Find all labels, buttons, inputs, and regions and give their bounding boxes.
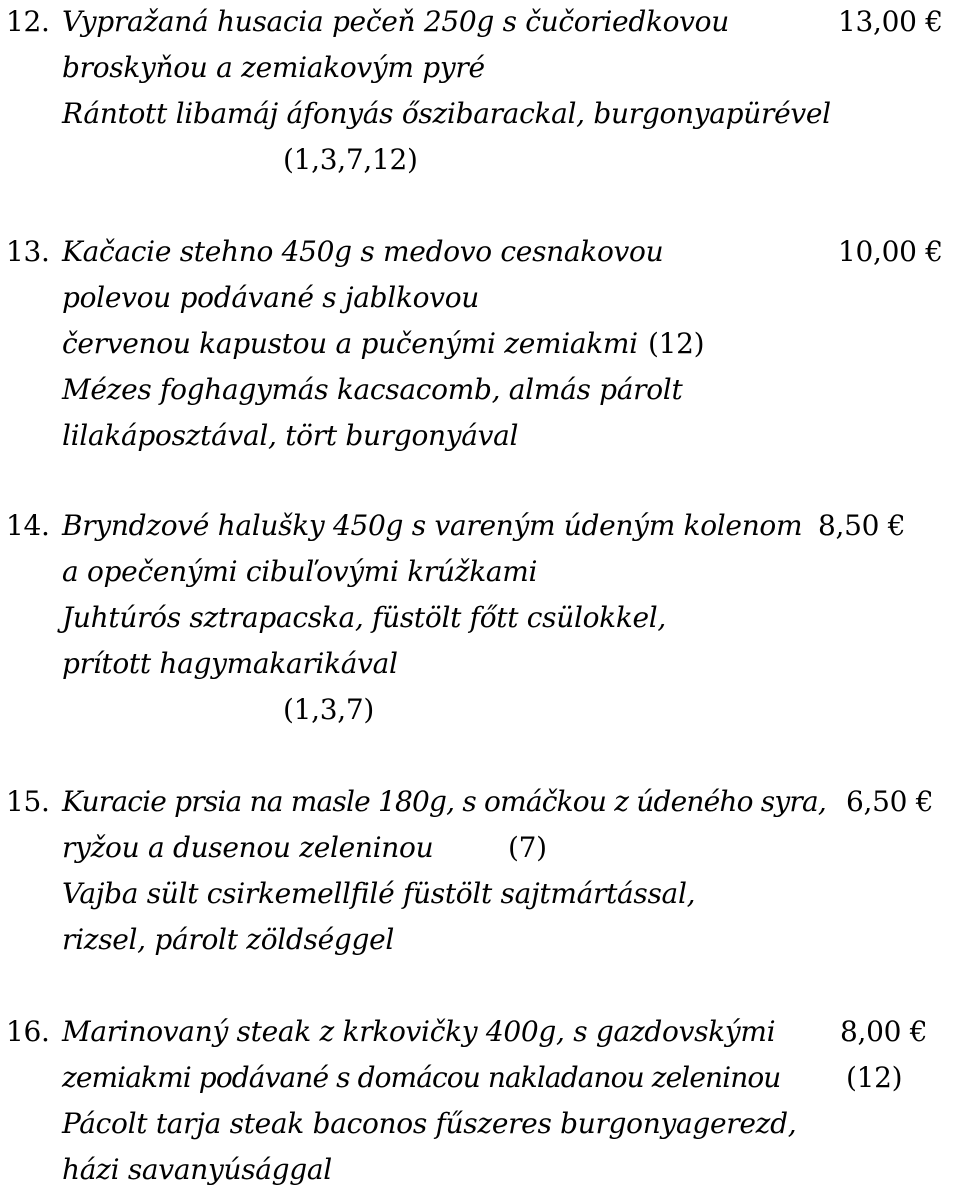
item-number: 14. [6,509,50,542]
item-name-sk: Kačacie stehno 450g s medovo cesnakovou [62,235,664,268]
allergen-codes: (12) [648,327,705,360]
item-number: 15. [6,785,50,818]
item-name-sk-cont: a opečenými cibuľovými krúžkami [62,555,538,588]
item-name-hu-cont: rizsel, párolt zöldséggel [62,923,395,956]
item-name-hu: Mézes foghagymás kacsacomb, almás párolt [62,373,683,406]
item-number: 16. [6,1015,50,1048]
item-name-sk-cont: červenou kapustou a pučenými zemiakmi [62,327,638,360]
item-name-sk: Kuracie prsia na masle 180g, s omáčkou z údeného syra, [62,785,826,818]
item-name-hu-cont: házi savanyúsággal [62,1153,332,1186]
allergen-codes: (7) [508,831,547,864]
item-name-sk-cont: broskyňou a zemiakovým pyré [62,51,485,84]
item-name-sk: Vypražaná husacia pečeň 250g s čučoriedkovou [62,5,729,38]
item-name-hu: Rántott libamáj áfonyás őszibarackal, burgonyapürével [62,97,831,130]
item-name-sk-cont: ryžou a dusenou zeleninou [62,831,434,864]
allergen-codes: (12) [846,1061,903,1094]
item-name-hu: Vajba sült csirkemellfilé füstölt sajtmártással, [62,877,696,910]
item-name-hu-cont: lilakáposztával, tört burgonyával [62,419,519,452]
item-price: 8,00 € [840,1015,928,1048]
item-name-sk-cont: polevou podávané s jablkovou [62,281,479,314]
item-price: 13,00 € [838,5,943,38]
item-name-sk: Marinovaný steak z krkovičky 400g, s gazdovskými [62,1015,776,1048]
item-name-hu: Juhtúrós sztrapacska, füstölt főtt csülokkel, [62,601,667,634]
allergen-codes: (1,3,7) [283,693,374,726]
item-name-sk-cont: zemiakmi podávané s domácou nakladanou zeleninou [62,1061,781,1094]
item-name-sk: Bryndzové halušky 450g s vareným údeným kolenom [62,509,803,542]
item-number: 13. [6,235,50,268]
item-name-hu-cont: prított hagymakarikával [62,647,398,680]
item-price: 6,50 € [846,785,934,818]
item-name-hu: Pácolt tarja steak baconos fűszeres burgonyagerezd, [62,1107,797,1140]
item-price: 10,00 € [838,235,943,268]
item-number: 12. [6,5,50,38]
item-price: 8,50 € [818,509,906,542]
allergen-codes: (1,3,7,12) [283,143,418,176]
